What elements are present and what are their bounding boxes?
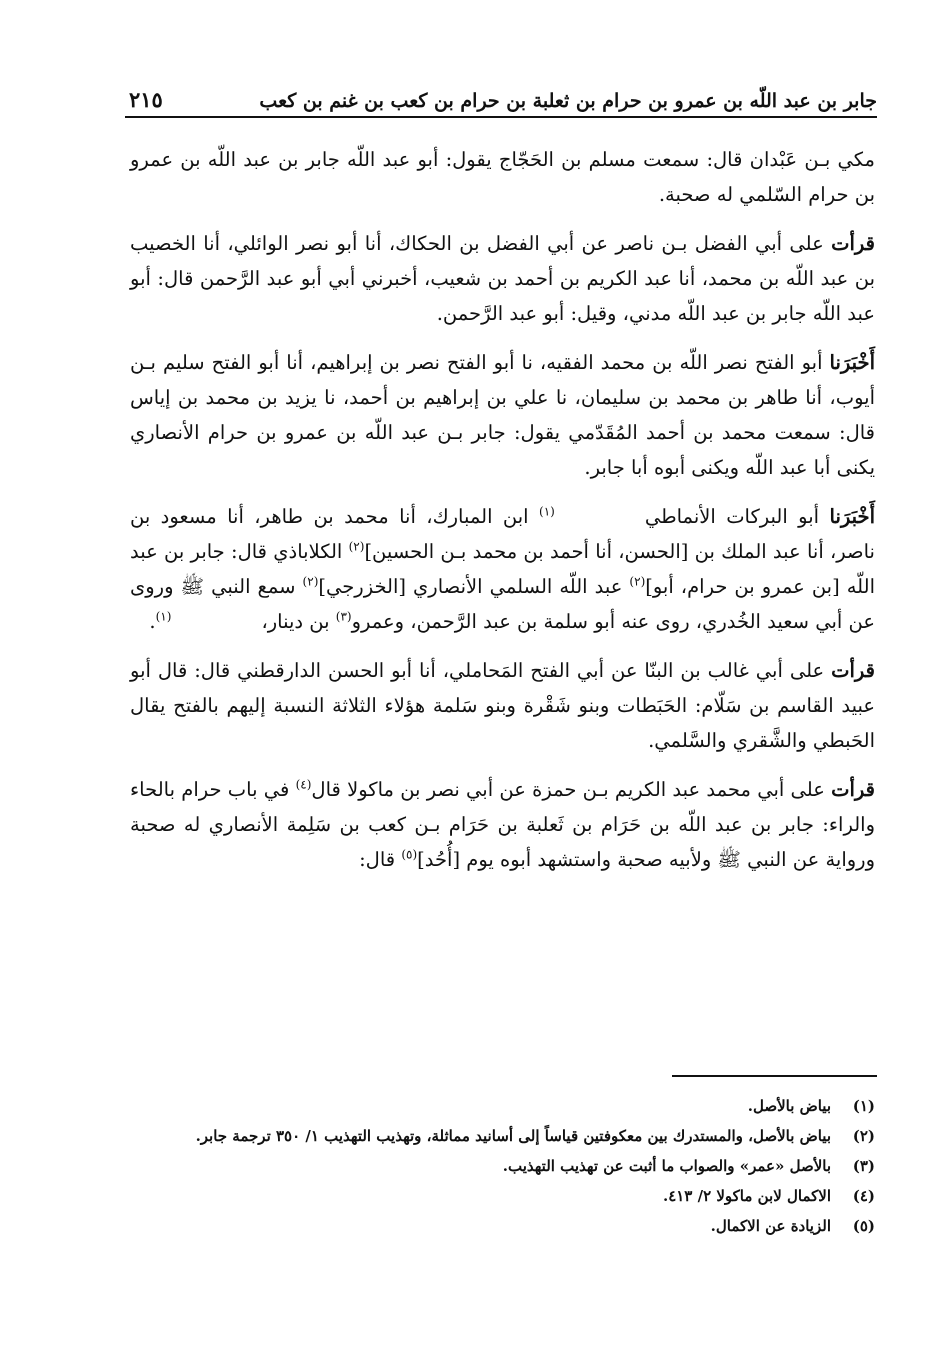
paragraph-lead: قرأت [831,659,875,682]
paragraph-4 [130,499,875,639]
paragraph-lead: أَخْبَرَنا [829,351,875,374]
footnote-ref: (١) [539,504,555,519]
paragraph-text: عبد اللّه السلمي الأنصاري [الخزرجي] [318,575,623,598]
paragraph-lead: قرأت [831,232,875,255]
paragraph-text: على أبي غالب بن البنّا عن أبي الفتح المَحاملي، أنا أبو الحسن الدارقطني قال: قال أبو عبيد القاسم بن سَلّام: الحَبَطات وبنو شَقْرة وبنو سَلمة هؤلاء الثلاثة النسبة إليهم بالفتح يقال الحَبطي والشَّقري والسَّلمي. [130,659,875,752]
footnote-number: (٢) [852,1127,875,1145]
footnote-number: (٣) [852,1157,875,1175]
footnote-ref: (٥) [401,847,418,862]
footnote-number: (١) [852,1097,875,1115]
paragraph-6 [130,772,875,877]
paragraph-text: على أبي الفضل بـن ناصر عن أبي الفضل بن الحكاك، أنا أبو نصر الوائلي، أنا الخصيب بن عبد اللّه بن محمد، أنا عبد الكريم بن أحمد بن شعيب، أخبرني أبي أبو عبد الرَّحمن قال: أبو عبد اللّه جابر بن عبد اللّه مدني، وقيل: أبو عبد الرَّحمن. [130,232,875,325]
main-text [130,142,875,891]
footnote-ref: (٢) [629,574,646,589]
paragraph-2 [130,226,875,331]
footnote [130,1153,875,1180]
paragraph-text: الكلاباذي قال: جابر بن عبد اللّه [بن عمرو بن حرام، أبو] [130,540,876,598]
paragraph-lead: قرأت [831,778,875,801]
footnote [130,1093,875,1120]
footnote-ref: (٤) [295,777,312,792]
footnote-text: الزيادة عن الاكمال. [710,1217,831,1235]
footnote-text: بياض بالأصل. [747,1097,831,1115]
footnote-text: بياض بالأصل، والمستدرك بين معكوفتين قياساً إلى أسانيد مماثلة، وتهذيب التهذيب ١/ ٣٥٠ ترجمة جابر. [195,1127,831,1145]
footnote-text: الاكمال لابن ماكولا ٢/ ٤١٣. [662,1187,831,1205]
paragraph-1 [130,142,875,212]
footnote-number: (٥) [852,1217,875,1235]
footnote-ref: (٢) [348,539,365,554]
footnote-ref: (١) [155,609,172,624]
page-header [125,78,877,112]
paragraph-3 [130,345,875,485]
paragraph-lead: أَخْبَرَنا [829,505,875,528]
paragraph-text: . [149,610,156,633]
footnote [130,1123,875,1150]
footnotes [130,1093,875,1243]
paragraph-text: سمع النبي ﷺ وروى عن أبي سعيد الخُدري، روى عنه أبو سلمة بن عبد الرَّحمن، وعمرو [130,575,875,633]
paragraph-text: مكي بـن عَبْدان قال: سمعت مسلم بن الحَجّاج يقول: أبو عبد اللّه جابر بن عبد اللّه بن عمرو بن حرام السّلمي له صحبة. [130,148,875,206]
paragraph-text: في باب حرام بالحاء والراء: جابر بن عبد اللّه بن حَرَام بن ثَعلبة بن حَرَام بـن كعب بن سَلِمة الأنصاري له صحبة ورواية عن النبي ﷺ ولأبيه صحبة واستشهد أبوه يوم [أُحُد] [130,778,875,871]
header-rule [125,116,877,118]
paragraph-text: أبو الفتح نصر اللّه بن محمد الفقيه، نا أبو الفتح نصر بن إبراهيم، أنا أبو الفتح سليم بـن أيوب، أنا طاهر بن محمد بن سليمان، نا علي بن إبراهيم بن أحمد، نا يزيد بن محمد بن إياس قال: سمعت محمد بن أحمد المُقَدّمي يقول: جابر بـن عبد اللّه بن عمرو بن حرام الأنصاري يكنى أبا عبد اللّه ويكنى أبوه أبا جابر. [130,351,875,479]
footnote-ref: (٢) [302,574,319,589]
page-number: ٢١٥ [129,87,163,112]
footnote [130,1183,875,1210]
footnote-text: بالأصل «عمر» والصواب ما أثبت عن تهذيب التهذيب. [502,1157,831,1175]
paragraph-text: على أبي محمد عبد الكريم بـن حمزة عن أبي نصر بن ماكولا قال [311,778,825,801]
footnote-ref: (٣) [335,609,352,624]
paragraph-text: قال: [359,848,396,871]
paragraph-5 [130,653,875,758]
footnote [130,1213,875,1240]
paragraph-text: أبو البركات الأنماطي [644,505,820,528]
footnote-rule [672,1075,877,1077]
paragraph-text: بن دينار، [261,610,330,633]
running-title: جابر بن عبد اللّه بن عمرو بن حرام بن ثعلبة بن حرام بن كعب بن غنم بن كعب [259,90,877,112]
footnote-number: (٤) [852,1187,875,1205]
paragraph-text: ابن المبارك، أنا محمد بن طاهر، أنا مسعود بن ناصر، أنا عبد الملك بن [الحسن، أنا أحمد بن محمد بـن الحسين] [130,505,875,563]
